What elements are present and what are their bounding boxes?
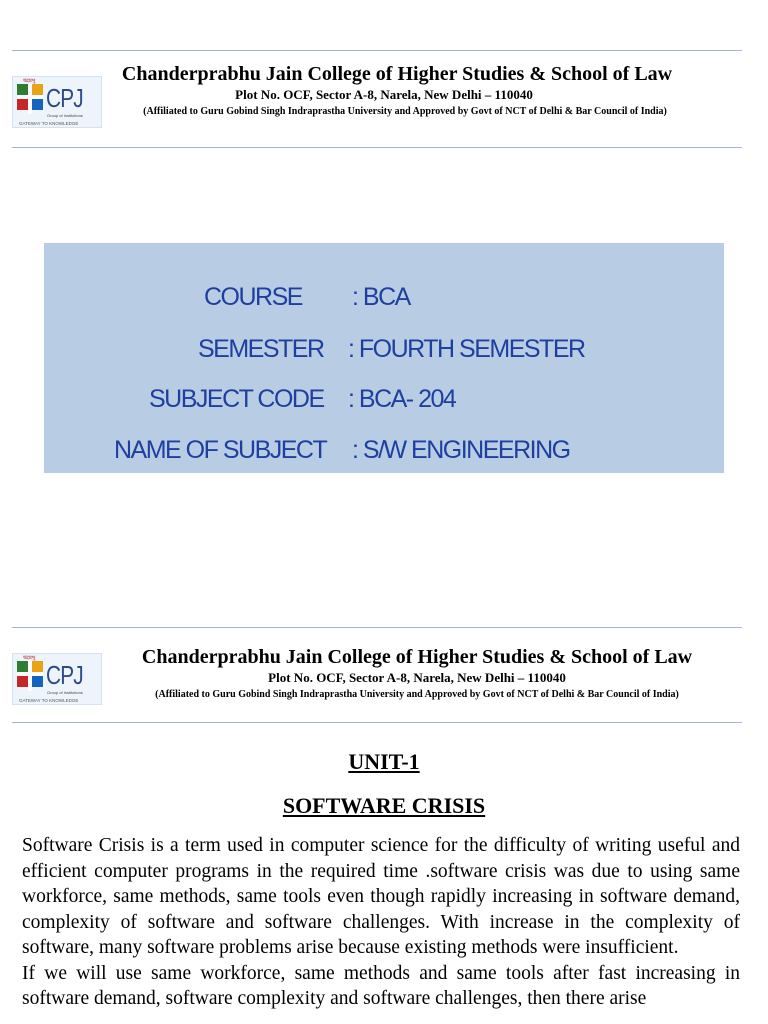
logo-text: CPJ <box>46 83 83 113</box>
logo-sub-text-2: Group of Institutions <box>47 690 83 695</box>
logo-sub-text: Group of Institutions <box>47 113 83 118</box>
college-name: Chanderprabhu Jain College of Higher Studies & School of Law <box>121 63 673 85</box>
college-affiliation-2: (Affiliated to Guru Gobind Singh Indraprastha University and Approved by Govt of NCT of Delhi & Bar Council of India) <box>155 689 679 700</box>
logo-top-text-2: चंद्रप्रभु <box>23 655 36 661</box>
college-name-2: Chanderprabhu Jain College of Higher Studies & School of Law <box>141 646 693 668</box>
logo-motto-2: GATEWAY TO KNOWLEDGE <box>19 698 79 703</box>
header-bottom-rule <box>12 147 742 148</box>
subject-name-value: : S/W ENGINEERING <box>352 436 570 464</box>
semester-value: : FOURTH SEMESTER <box>348 335 585 363</box>
header-top-rule <box>12 50 742 51</box>
college-address: Plot No. OCF, Sector A-8, Narela, New Delhi – 110040 <box>235 87 533 102</box>
body-text <box>22 833 740 1012</box>
subject-code-value: : BCA- 204 <box>348 385 456 413</box>
unit-heading: UNIT-1 <box>348 749 420 774</box>
paragraph-2: If we will use same workforce, same methods and same tools after fast increasing in software demand, software complexity and software challenges, then there arise <box>22 962 740 1009</box>
semester-label: SEMESTER <box>198 335 324 363</box>
course-info-box <box>44 243 724 473</box>
header2-bottom-rule <box>12 722 742 723</box>
subject-name-label: NAME OF SUBJECT <box>114 436 327 464</box>
subject-code-label: SUBJECT CODE <box>149 385 324 413</box>
section-heading: SOFTWARE CRISIS <box>282 793 486 818</box>
header2-top-rule <box>12 627 742 628</box>
college-affiliation: (Affiliated to Guru Gobind Singh Indraprastha University and Approved by Govt of NCT of Delhi & Bar Council of India) <box>143 106 667 117</box>
course-value: : BCA <box>352 283 410 311</box>
paragraph-1: Software Crisis is a term used in computer science for the difficulty of writing useful and efficient computer programs in the required time .software crisis was due to using same workforce, same methods, same tools even though rapidly increasing in software demand, complexity of software and software challenges. With increase in the complexity of software, many software problems arise because existing methods were insufficient. <box>22 835 740 958</box>
logo-motto: GATEWAY TO KNOWLEDGE <box>19 121 79 126</box>
college-address-2: Plot No. OCF, Sector A-8, Narela, New Delhi – 110040 <box>268 670 566 685</box>
course-label: COURSE <box>204 283 302 311</box>
logo-top-text: चंद्रप्रभु <box>23 78 36 84</box>
logo-text-2: CPJ <box>46 660 83 690</box>
